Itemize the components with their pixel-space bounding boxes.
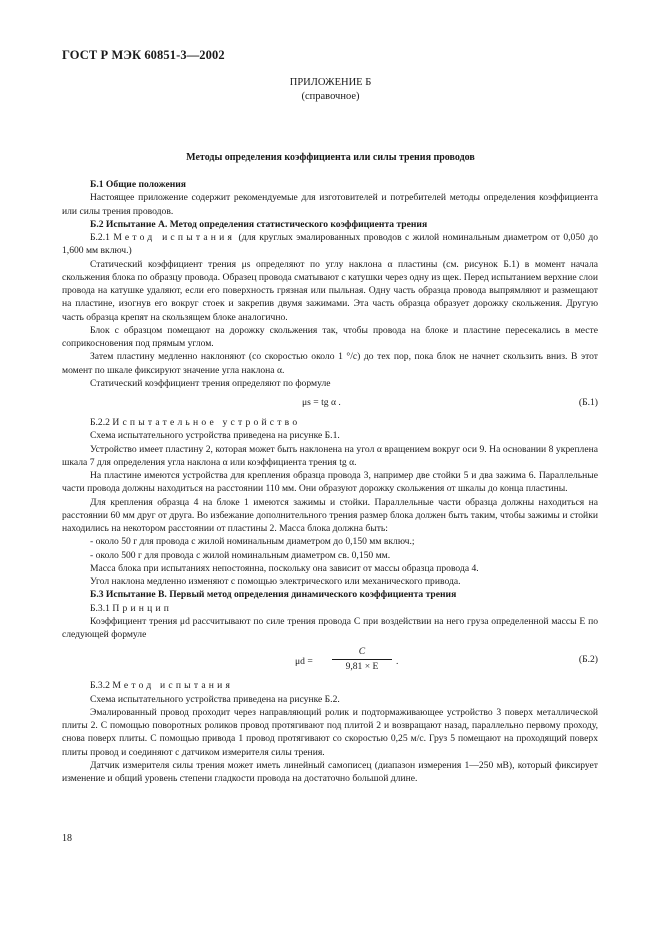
formula-b2: [62, 641, 598, 679]
paragraph: Схема испытательного устройства приведена на рисунке Б.2.: [90, 693, 340, 705]
document-body: [62, 178, 598, 785]
appendix-title: Методы определения коэффициента или силы трения проводов: [186, 152, 475, 163]
appendix-label: ПРИЛОЖЕНИЕ Б: [289, 77, 372, 88]
paragraph: Масса блока при испытаниях непостоянна, поскольку она зависит от массы образца провода 4.: [90, 562, 479, 574]
formula-expression: μs = tg α .: [302, 397, 341, 408]
subsection-b21: [62, 231, 598, 258]
subsection-b22: [62, 416, 598, 429]
list-item: - около 50 г для провода с жилой номинальным диаметром до 0,150 мм включ.;: [90, 536, 415, 548]
formula-b1: [62, 390, 598, 416]
formula-number: (Б.1): [578, 397, 598, 408]
paragraph: Статический коэффициент трения определяют по формуле: [90, 377, 331, 389]
paragraph: Статический коэффициент трения μs определяют по углу наклона α пластины (см. рисунок Б.1) в момент начала скольжения блока по образцу провода. Образец провода сматывают с катушки через одну из щек. Перед испытанием верхние слои провода на катушке удаляют, если его поверхность грязная или пыльная. Одну часть образца провода выпрямляют и размещают на пластине, изогнув его вокруг стоек и закрепив двумя зажимами. Эта часть образца образует дорожку скольжения. Другую часть образца крепят на скользящем блоке аналогично.: [62, 258, 598, 323]
subsection-number: Б.2.2: [90, 417, 110, 428]
section-b1-heading: Б.1 Общие положения: [90, 179, 186, 190]
subsection-number: Б.2.1: [90, 232, 110, 243]
formula-numerator: C: [332, 645, 392, 659]
appendix-note: (справочное): [301, 91, 360, 102]
subsection-number: Б.3.1: [90, 602, 110, 614]
formula-denominator: 9,81 × E: [345, 660, 379, 672]
paragraph: Схема испытательного устройства приведена на рисунке Б.1.: [90, 430, 340, 442]
formula-fraction: [332, 645, 392, 673]
section-b2-heading: Б.2 Испытание А. Метод определения статистического коэффициента трения: [90, 218, 428, 230]
document-header: ГОСТ Р МЭК 60851-3—2002: [62, 48, 225, 62]
paragraph: Устройство имеет пластину 2, которая может быть наклонена на угол α вращением вокруг оси 9. На основании 8 укреплена шкала 7 для определения угла наклона α или коэффициента трения tg α.: [62, 443, 598, 468]
subsection-title: Испытательное устройство: [112, 417, 301, 428]
subsection-b32: [62, 679, 598, 692]
paragraph: Датчик измерителя силы трения может иметь линейный самописец (диапазон измерения 1—250 мВ), который фиксирует изменение и общий уровень степени гладкости провода на достаточно большой длине.: [62, 759, 598, 784]
paragraph: Угол наклона медленно изменяют с помощью электрического или механического привода.: [90, 576, 461, 587]
subsection-title: Принцип: [112, 602, 173, 614]
formula-number: (Б.2): [578, 654, 598, 666]
subsection-number: Б.3.2: [90, 680, 110, 692]
appendix-heading: [0, 76, 661, 104]
subsection-b31: [62, 602, 598, 615]
paragraph: На пластине имеются устройства для крепления образца провода 3, например две стойки 5 и два зажима 6. Параллельные части провода должны находиться на расстоянии 110 мм. Они образуют дорожку скольжения от шкалы до конца пластины.: [62, 470, 598, 495]
paragraph: Для крепления образца 4 на блоке 1 имеются зажимы и стойки. Параллельные части образца должны находиться на расстоянии 60 мм друг от друга. Во избежание дополнительного трения размер блока должен быть таким, чтобы зажимы и стойки находились на некотором расстоянии от пластины 2. Масса блока должна быть:: [62, 496, 598, 534]
subsection-title: Метод испытания: [113, 232, 236, 243]
subsection-title: Метод испытания: [112, 680, 234, 692]
formula-lhs: μd =: [295, 656, 313, 668]
paragraph: Затем пластину медленно наклоняют (со скоростью около 1 °/с) до тех пор, пока блок не начнет скользить вниз. В этот момент по шкале фиксируют значение угла наклона α.: [62, 351, 598, 376]
page-number: 18: [62, 833, 72, 844]
section-b3-heading: Б.3 Испытание В. Первый метод определения динамического коэффициента трения: [90, 589, 457, 601]
paragraph: Блок с образцом помещают на дорожку скольжения так, чтобы провода на блоке и пластине пересекались в месте соприкосновения под прямым углом.: [62, 324, 598, 349]
subsection-text: (для круглых эмалированных проводов с жилой номинальным диаметром от 0,050 до 1,600 мм включ.): [62, 232, 598, 257]
paragraph: Эмалированный провод проходит через направляющий ролик и подтормаживающее устройство 3 поверх металлической плиты 2. С помощью поворотных роликов провод протягивают под плитой 2 и возвращают назад, параллельно первому проходу, снова поверх плиты. С помощью привода 1 провод протягивают со скоростью 0,25 м/с. Груз 5 помещают на проходящий поверх плиты провод и соединяют с датчиком измерителя силы трения.: [62, 706, 598, 758]
formula-dot: .: [396, 656, 399, 668]
list-item: - около 500 г для провода с жилой номинальным диаметром св. 0,150 мм.: [90, 549, 391, 561]
paragraph: Коэффициент трения μd рассчитывают по силе трения провода C при воздействии на него груза определенной массы E по следующей формуле: [62, 615, 598, 640]
section-b1-text: Настоящее приложение содержит рекомендуемые для изготовителей и потребителей методы определения коэффициента или силы трения проводов.: [62, 192, 598, 217]
